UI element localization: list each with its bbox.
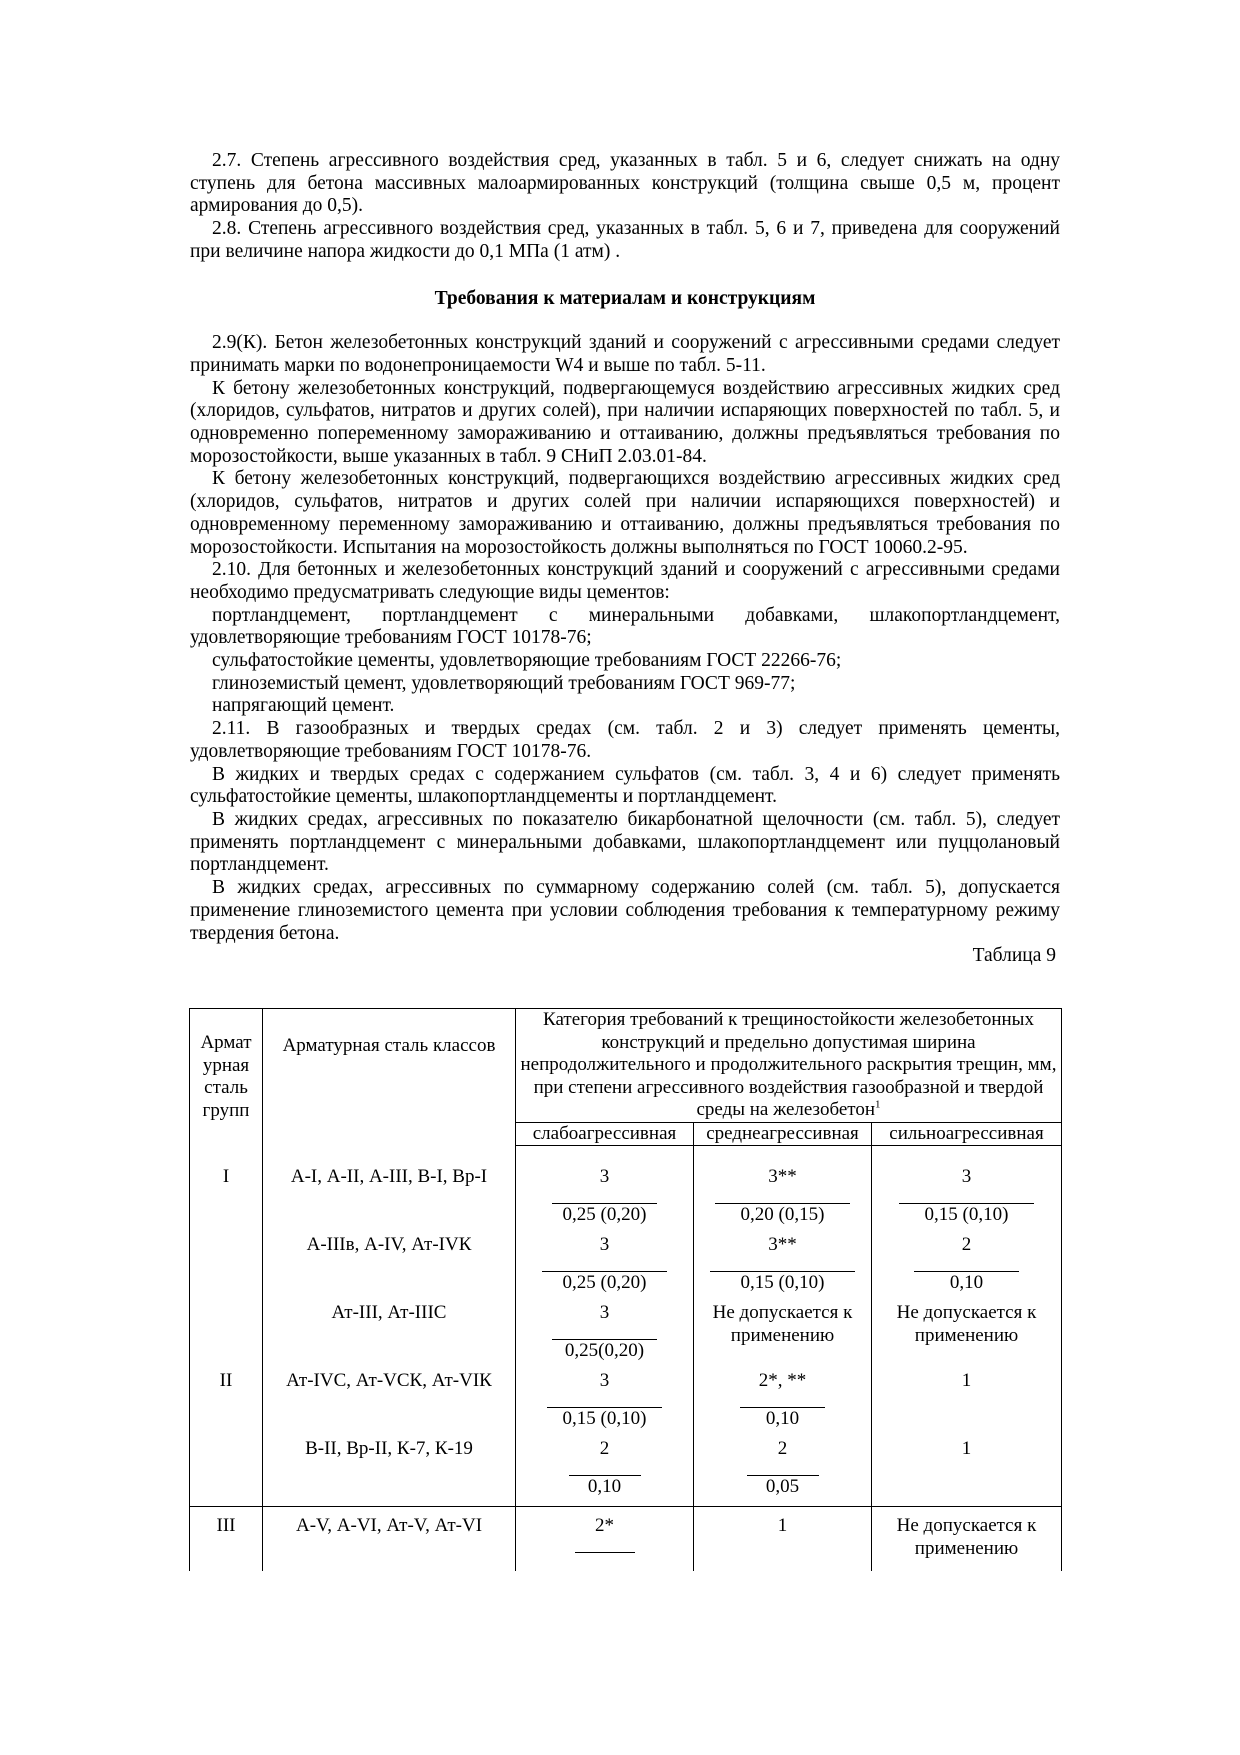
- class-cell: В-II, Вр-II, К-7, К-19: [263, 1438, 516, 1507]
- list-item: напрягающий цемент.: [212, 695, 395, 717]
- class-cell: А-I, А-II, А-III, В-I, Вр-I: [263, 1166, 516, 1234]
- class-cell: А-V, А-VI, Ат-V, Ат-VI: [263, 1507, 516, 1572]
- table-row: [190, 1166, 1062, 1234]
- document-body: [190, 150, 1060, 968]
- table-caption: Таблица 9: [972, 945, 1056, 967]
- list-item: глиноземистый цемент, удовлетворяющий требованиям ГОСТ 969-77;: [212, 672, 796, 694]
- table-row: [190, 1438, 1062, 1507]
- header-strong: сильноагрессивная: [872, 1122, 1062, 1146]
- paragraph: В жидких и твердых средах с содержанием сульфатов (см. табл. 3, 4 и 6) следует применять сульфатостойкие цементы, шлакопортландцементы и портландцемент.: [190, 763, 1060, 808]
- paragraph-2-8: 2.8. Степень агрессивного воздействия сред, указанных в табл. 5, 6 и 7, приведена для сооружений при величине напора жидкости до 0,1 МПа (1 атм) .: [190, 218, 1060, 262]
- cell-text: Не допускается к применению: [896, 1302, 1037, 1346]
- paragraph-2-10: 2.10. Для бетонных и железобетонных конструкций зданий и сооружений с агрессивными средами необходимо предусматривать следующие виды цементов:: [190, 559, 1060, 603]
- group-label: III: [190, 1507, 263, 1572]
- paragraph: К бетону железобетонных конструкций, подвергающихся воздействию агрессивных жидких сред (хлоридов, сульфатов, нитратов и других солей при наличии испаряющихся поверхностей) и одновременному переменному замораживанию и оттаиванию, должны предъявляться требования по морозостойкости. Испытания на морозостойкость должны выполняться по ГОСТ 10060.2-95.: [190, 468, 1060, 558]
- fraction: $\frac{2}{0,10}$: [914, 1234, 1019, 1294]
- fraction: $\frac{2*, **}{0,10}$: [740, 1370, 825, 1430]
- class-cell: А-IIIв, А-IV, Ат-IVК: [263, 1234, 516, 1302]
- paragraph-2-11: 2.11. В газообразных и твердых средах (см. табл. 2 и 3) следует применять цементы, удовлетворяющие требованиям ГОСТ 10178-76.: [190, 718, 1060, 762]
- header-medium: среднеагрессивная: [694, 1122, 872, 1146]
- paragraph: В жидких средах, агрессивных по суммарному содержанию солей (см. табл. 5), допускается применение глиноземистого цемента при условии соблюдения требования к температурному режиму твердения бетона.: [190, 877, 1060, 944]
- paragraph: К бетону железобетонных конструкций, подвергающемуся воздействию агрессивных жидких сред (хлоридов, сульфатов, нитратов и других солей), при наличии испаряющих поверхностей по табл. 5, и одновременно попеременному замораживанию и оттаиванию, должны предъявляться требования по морозостойкости, выше указанных в табл. 9 СНиП 2.03.01-84.: [190, 377, 1060, 467]
- header-steel-group: Армат урная сталь групп: [190, 1009, 263, 1146]
- fraction: $\frac{2}{0,05}$: [747, 1438, 819, 1498]
- fraction: $\frac{3}{0,25(0,20)}$: [552, 1302, 657, 1362]
- table-row: [190, 1507, 1062, 1572]
- header-weak: слабоагрессивная: [516, 1122, 694, 1146]
- cell-text: Не допускается к применению: [896, 1515, 1037, 1559]
- cell-text: 1: [961, 1438, 972, 1459]
- fraction: $\frac{3}{0,25 (0,20)}$: [552, 1166, 657, 1226]
- cell-text: 1: [777, 1515, 788, 1536]
- fraction: $\frac{3**}{0,15 (0,10)}$: [710, 1234, 855, 1294]
- list-item: портландцемент, портландцемент с минеральными добавками, шлакопортландцемент, удовлетворяющие требованиям ГОСТ 10178-76;: [190, 604, 1060, 649]
- paragraph-2-7: 2.7. Степень агрессивного воздействия сред, указанных в табл. 5 и 6, следует снижать на одну ступень для бетона массивных малоармированных конструкций (толщина свыше 0,5 м, процент армирования до 0,5).: [190, 150, 1060, 217]
- fraction: $\frac{3}{0,15 (0,10)}$: [899, 1166, 1034, 1226]
- table-row: [190, 1370, 1062, 1438]
- class-cell: Ат-IVС, Ат-VСК, Ат-VIК: [263, 1370, 516, 1438]
- header-crack-category: Категория требований к трещиностойкости железобетонных конструкций и предельно допустимая ширина непродолжительного и продолжительного раскрытия трещин, мм, при степени агрессивного воздействия газообразной и твердой среды на железобетон$^1$: [516, 1009, 1062, 1123]
- paragraph: В жидких средах, агрессивных по показателю бикарбонатной щелочности (см. табл. 5), следует применять портландцемент с минеральными добавками, шлакопортландцемент или пуццолановый портландцемент.: [190, 808, 1060, 876]
- cell-text: 1: [961, 1370, 972, 1391]
- fraction: $\frac{2}{0,10}$: [569, 1438, 641, 1498]
- group-label: I: [190, 1166, 263, 1234]
- cell-text: Не допускается к применению: [712, 1302, 853, 1346]
- list-item: сульфатостойкие цементы, удовлетворяющие требованиям ГОСТ 22266-76;: [212, 650, 842, 672]
- table-row: [190, 1234, 1062, 1302]
- fraction: $\frac{3}{0,25 (0,20)}$: [542, 1234, 667, 1294]
- fraction: $\frac{3}{0,15 (0,10)}$: [547, 1370, 662, 1430]
- section-heading: Требования к материалам и конструкциям: [434, 287, 816, 309]
- table-row: [190, 1302, 1062, 1370]
- table-9: [189, 1008, 1062, 1571]
- class-cell: Ат-III, Ат-IIIС: [263, 1302, 516, 1370]
- fraction: $\frac{3**}{0,20 (0,15)}$: [715, 1166, 850, 1226]
- group-label: II: [190, 1370, 263, 1438]
- fraction: 2*: [575, 1515, 635, 1553]
- paragraph-2-9: 2.9(К). Бетон железобетонных конструкций зданий и сооружений с агрессивными средами следует принимать марки по водонепроницаемости W4 и выше по табл. 5-11.: [190, 332, 1060, 376]
- header-steel-class: Арматурная сталь классов: [263, 1009, 516, 1146]
